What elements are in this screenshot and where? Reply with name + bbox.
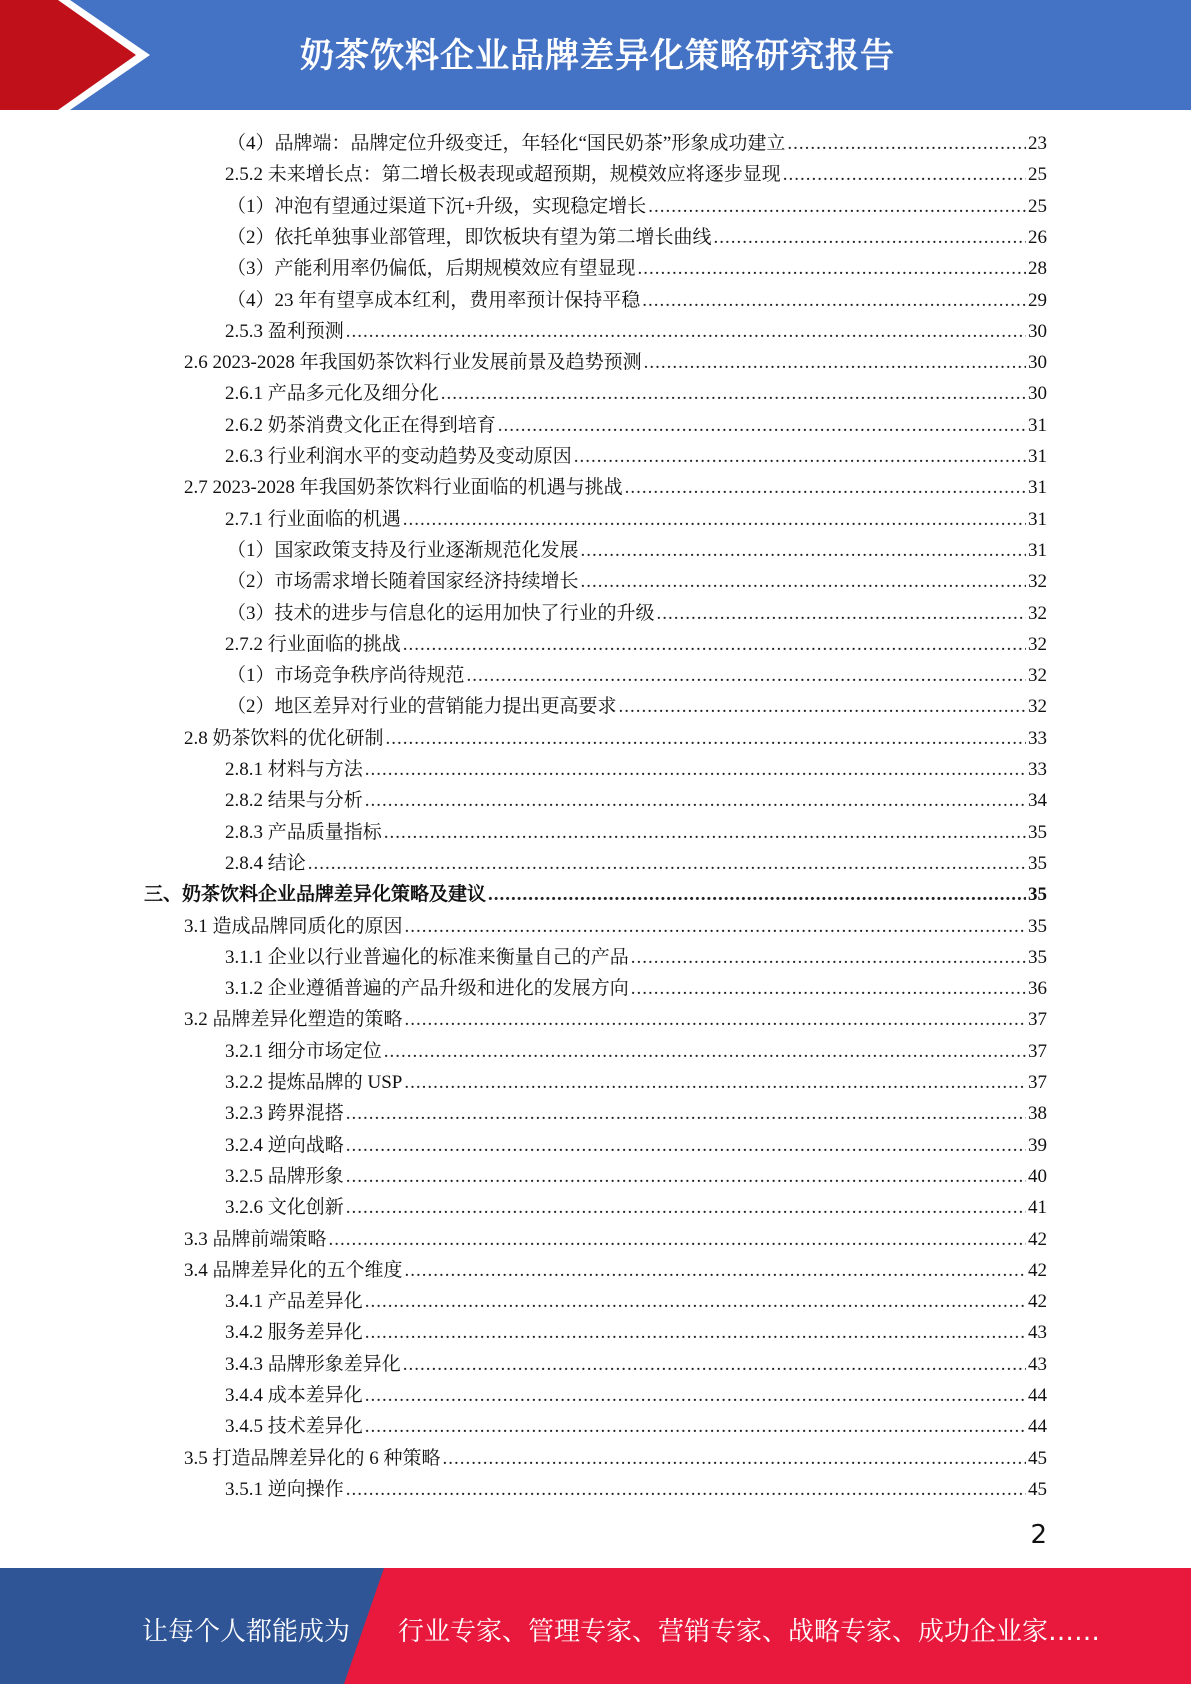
- toc-dot-leader: [787, 128, 1026, 159]
- toc-entry-title: 3.2.2 提炼品牌的 USP: [225, 1072, 403, 1093]
- toc-entry[interactable]: [225, 159, 1047, 190]
- toc-entry-page: 29: [1028, 290, 1047, 311]
- toc-entry-title: 三、奶茶饮料企业品牌差异化策略及建议: [144, 884, 487, 905]
- toc-dot-leader: [498, 410, 1026, 441]
- toc-entry[interactable]: [144, 879, 1047, 910]
- toc-entry-title: 2.6.2 奶茶消费文化正在得到培育: [225, 415, 496, 436]
- toc-entry-title: （2）依托单独事业部管理，即饮板块有望为第二增长曲线: [227, 227, 712, 248]
- toc-entry-title: 2.6.3 行业利润水平的变动趋势及变动原因: [225, 446, 572, 467]
- toc-entry[interactable]: [227, 191, 1047, 222]
- toc-entry[interactable]: [225, 785, 1047, 816]
- toc-entry-page: 31: [1028, 415, 1047, 436]
- toc-entry-title: 3.1.1 企业以行业普遍化的标准来衡量自己的产品: [225, 947, 629, 968]
- toc-entry-page: 45: [1028, 1448, 1047, 1469]
- toc-entry[interactable]: [227, 222, 1047, 253]
- toc-entry-title: 2.8 奶茶饮料的优化研制: [184, 728, 384, 749]
- toc-entry-title: 3.4.5 技术差异化: [225, 1416, 363, 1437]
- toc-entry[interactable]: [225, 316, 1047, 347]
- toc-dot-leader: [404, 1067, 1026, 1098]
- toc-entry-title: （4）23 年有望享成本红利，费用率预计保持平稳: [227, 290, 641, 311]
- toc-dot-leader: [365, 1411, 1026, 1442]
- toc-entry-title: 2.5.3 盈利预测: [225, 321, 344, 342]
- toc-entry-page: 31: [1028, 477, 1047, 498]
- toc-dot-leader: [384, 817, 1026, 848]
- toc-dot-leader: [619, 691, 1026, 722]
- toc-entry[interactable]: [225, 1380, 1047, 1411]
- toc-dot-leader: [631, 942, 1026, 973]
- toc-entry[interactable]: [227, 691, 1047, 722]
- toc-entry-page: 30: [1028, 352, 1047, 373]
- toc-entry-page: 37: [1028, 1009, 1047, 1030]
- toc-entry[interactable]: [225, 817, 1047, 848]
- toc-entry[interactable]: [225, 942, 1047, 973]
- toc-dot-leader: [365, 1317, 1026, 1348]
- toc-entry-title: 2.8.3 产品质量指标: [225, 822, 382, 843]
- toc-entry[interactable]: [227, 598, 1047, 629]
- toc-entry-page: 25: [1028, 196, 1047, 217]
- toc-entry-page: 32: [1028, 665, 1047, 686]
- toc-entry[interactable]: [225, 1411, 1047, 1442]
- toc-entry[interactable]: [184, 1255, 1047, 1286]
- toc-entry[interactable]: [225, 1161, 1047, 1192]
- toc-entry[interactable]: [225, 1286, 1047, 1317]
- toc-entry[interactable]: [225, 1130, 1047, 1161]
- toc-dot-leader: [384, 1036, 1026, 1067]
- toc-entry[interactable]: [227, 660, 1047, 691]
- toc-entry-page: 35: [1028, 916, 1047, 937]
- page-number: 2: [1030, 1520, 1047, 1550]
- toc-entry-title: （4）品牌端：品牌定位升级变迁，年轻化“国民奶茶”形象成功建立: [227, 133, 786, 154]
- page-header: [0, 0, 1191, 110]
- toc-entry-title: 2.5.2 未来增长点：第二增长极表现或超预期，规模效应将逐步显现: [225, 164, 781, 185]
- toc-dot-leader: [644, 347, 1026, 378]
- toc-entry-title: 3.5.1 逆向操作: [225, 1479, 344, 1500]
- toc-entry-page: 43: [1028, 1322, 1047, 1343]
- footer-slogan-right: 行业专家、管理专家、营销专家、战略专家、成功企业家……: [398, 1617, 1101, 1647]
- toc-entry-page: 23: [1028, 133, 1047, 154]
- toc-dot-leader: [642, 285, 1026, 316]
- toc-entry-page: 42: [1028, 1229, 1047, 1250]
- toc-entry-title: （1）冲泡有望通过渠道下沉+升级，实现稳定增长: [227, 196, 647, 217]
- footer-slogan-left: 让每个人都能成为: [142, 1617, 351, 1647]
- report-title: 奶茶饮料企业品牌差异化策略研究报告: [300, 36, 895, 76]
- toc-dot-leader: [631, 973, 1026, 1004]
- toc-entry[interactable]: [225, 1474, 1047, 1505]
- toc-entry-page: 31: [1028, 540, 1047, 561]
- toc-entry-page: 32: [1028, 634, 1047, 655]
- toc-dot-leader: [714, 222, 1026, 253]
- toc-dot-leader: [405, 1004, 1026, 1035]
- toc-entry[interactable]: [225, 848, 1047, 879]
- toc-dot-leader: [405, 1255, 1026, 1286]
- toc-entry[interactable]: [225, 378, 1047, 409]
- toc-entry-title: 3.3 品牌前端策略: [184, 1229, 327, 1250]
- toc-entry[interactable]: [184, 1004, 1047, 1035]
- toc-entry[interactable]: [184, 723, 1047, 754]
- toc-entry-page: 45: [1028, 1479, 1047, 1500]
- toc-entry-title: 3.5 打造品牌差异化的 6 种策略: [184, 1448, 441, 1469]
- page-footer: [0, 1568, 1191, 1684]
- toc-dot-leader: [308, 848, 1026, 879]
- toc-entry-page: 32: [1028, 571, 1047, 592]
- toc-dot-leader: [657, 598, 1026, 629]
- toc-entry-title: 3.1 造成品牌同质化的原因: [184, 916, 403, 937]
- toc-entry-page: 28: [1028, 258, 1047, 279]
- toc-entry-page: 39: [1028, 1135, 1047, 1156]
- toc-entry-page: 44: [1028, 1416, 1047, 1437]
- toc-entry-page: 35: [1028, 947, 1047, 968]
- toc-entry-title: 2.7.2 行业面临的挑战: [225, 634, 401, 655]
- toc-entry-page: 42: [1028, 1260, 1047, 1281]
- toc-entry-title: （3）产能利用率仍偏低，后期规模效应有望显现: [227, 258, 636, 279]
- toc-entry-title: （1）国家政策支持及行业逐渐规范化发展: [227, 540, 579, 561]
- toc-dot-leader: [405, 911, 1026, 942]
- toc-dot-leader: [403, 629, 1026, 660]
- toc-entry-page: 37: [1028, 1072, 1047, 1093]
- toc-entry[interactable]: [225, 754, 1047, 785]
- toc-entry-title: 3.4.4 成本差异化: [225, 1385, 363, 1406]
- toc-entry[interactable]: [227, 128, 1047, 159]
- toc-entry-title: 2.7 2023-2028 年我国奶茶饮料行业面临的机遇与挑战: [184, 477, 623, 498]
- toc-entry-title: 3.2.6 文化创新: [225, 1197, 344, 1218]
- toc-dot-leader: [581, 566, 1026, 597]
- toc-entry-title: （1）市场竞争秩序尚待规范: [227, 665, 465, 686]
- toc-entry-page: 30: [1028, 321, 1047, 342]
- toc-dot-leader: [365, 1286, 1026, 1317]
- toc-dot-leader: [625, 472, 1026, 503]
- toc-dot-leader: [467, 660, 1026, 691]
- toc-entry-title: 2.6 2023-2028 年我国奶茶饮料行业发展前景及趋势预测: [184, 352, 642, 373]
- toc-entry-title: 3.2.3 跨界混搭: [225, 1103, 344, 1124]
- toc-entry-title: 3.4.3 品牌形象差异化: [225, 1354, 401, 1375]
- toc-dot-leader: [443, 1443, 1026, 1474]
- toc-dot-leader: [403, 1349, 1026, 1380]
- toc-entry-title: 2.8.4 结论: [225, 853, 306, 874]
- toc-entry-title: 3.2.1 细分市场定位: [225, 1041, 382, 1062]
- toc-dot-leader: [783, 159, 1026, 190]
- toc-entry[interactable]: [225, 1036, 1047, 1067]
- toc-entry-title: 3.2.4 逆向战略: [225, 1135, 344, 1156]
- toc-entry[interactable]: [225, 1349, 1047, 1380]
- toc-entry-page: 32: [1028, 696, 1047, 717]
- toc-entry[interactable]: [227, 566, 1047, 597]
- toc-dot-leader: [638, 253, 1026, 284]
- toc-entry[interactable]: [225, 410, 1047, 441]
- toc-entry-page: 37: [1028, 1041, 1047, 1062]
- toc-entry[interactable]: [227, 253, 1047, 284]
- toc-entry[interactable]: [184, 1224, 1047, 1255]
- toc-entry-page: 33: [1028, 759, 1047, 780]
- toc-dot-leader: [346, 1161, 1026, 1192]
- toc-dot-leader: [648, 191, 1026, 222]
- toc-entry-page: 25: [1028, 164, 1047, 185]
- toc-entry[interactable]: [225, 504, 1047, 535]
- toc-entry-title: 3.1.2 企业遵循普遍的产品升级和进化的发展方向: [225, 978, 629, 999]
- toc-entry-title: 2.8.1 材料与方法: [225, 759, 363, 780]
- toc-dot-leader: [346, 1474, 1026, 1505]
- toc-entry-page: 33: [1028, 728, 1047, 749]
- toc-entry-page: 40: [1028, 1166, 1047, 1187]
- toc-entry[interactable]: [227, 535, 1047, 566]
- toc-entry-page: 30: [1028, 383, 1047, 404]
- toc-entry-page: 42: [1028, 1291, 1047, 1312]
- toc-entry-page: 32: [1028, 603, 1047, 624]
- toc-entry-page: 35: [1028, 884, 1047, 905]
- toc-entry[interactable]: [225, 1317, 1047, 1348]
- toc-entry-page: 44: [1028, 1385, 1047, 1406]
- toc-entry-title: 3.2.5 品牌形象: [225, 1166, 344, 1187]
- toc-entry[interactable]: [225, 1098, 1047, 1129]
- toc-entry-title: （2）市场需求增长随着国家经济持续增长: [227, 571, 579, 592]
- toc-entry-title: 3.2 品牌差异化塑造的策略: [184, 1009, 403, 1030]
- toc-entry-title: 2.6.1 产品多元化及细分化: [225, 383, 439, 404]
- toc-dot-leader: [403, 504, 1026, 535]
- toc-dot-leader: [441, 378, 1026, 409]
- toc-entry[interactable]: [225, 973, 1047, 1004]
- toc-entry[interactable]: [225, 629, 1047, 660]
- toc-entry[interactable]: [225, 1067, 1047, 1098]
- toc-entry-title: 2.7.1 行业面临的机遇: [225, 509, 401, 530]
- toc-dot-leader: [581, 535, 1026, 566]
- toc-dot-leader: [346, 1130, 1026, 1161]
- toc-dot-leader: [365, 785, 1026, 816]
- toc-dot-leader: [386, 723, 1026, 754]
- toc-entry-page: 43: [1028, 1354, 1047, 1375]
- toc-entry[interactable]: [225, 1192, 1047, 1223]
- toc-entry-page: 36: [1028, 978, 1047, 999]
- toc-entry-title: 3.4.1 产品差异化: [225, 1291, 363, 1312]
- toc-entry-title: 3.4 品牌差异化的五个维度: [184, 1260, 403, 1281]
- toc-entry-title: （2）地区差异对行业的营销能力提出更高要求: [227, 696, 617, 717]
- toc-entry-page: 26: [1028, 227, 1047, 248]
- toc-entry-title: 3.4.2 服务差异化: [225, 1322, 363, 1343]
- toc-entry-page: 35: [1028, 822, 1047, 843]
- toc-entry-title: （3）技术的进步与信息化的运用加快了行业的升级: [227, 603, 655, 624]
- toc-dot-leader: [329, 1224, 1026, 1255]
- toc-dot-leader: [346, 1192, 1026, 1223]
- toc-entry[interactable]: [184, 472, 1047, 503]
- toc-dot-leader: [574, 441, 1026, 472]
- toc-dot-leader: [488, 879, 1026, 910]
- toc-dot-leader: [365, 1380, 1026, 1411]
- toc-entry-page: 41: [1028, 1197, 1047, 1218]
- toc-entry[interactable]: [184, 911, 1047, 942]
- toc-entry-page: 38: [1028, 1103, 1047, 1124]
- toc-entry[interactable]: [184, 1443, 1047, 1474]
- toc-entry[interactable]: [225, 441, 1047, 472]
- toc-entry[interactable]: [227, 285, 1047, 316]
- toc-entry-page: 34: [1028, 790, 1047, 811]
- toc-entry-page: 35: [1028, 853, 1047, 874]
- toc-dot-leader: [346, 316, 1026, 347]
- toc-entry-title: 2.8.2 结果与分析: [225, 790, 363, 811]
- toc-entry-page: 31: [1028, 509, 1047, 530]
- toc-dot-leader: [346, 1098, 1026, 1129]
- toc-entry-page: 31: [1028, 446, 1047, 467]
- toc-dot-leader: [365, 754, 1026, 785]
- toc-entry[interactable]: [184, 347, 1047, 378]
